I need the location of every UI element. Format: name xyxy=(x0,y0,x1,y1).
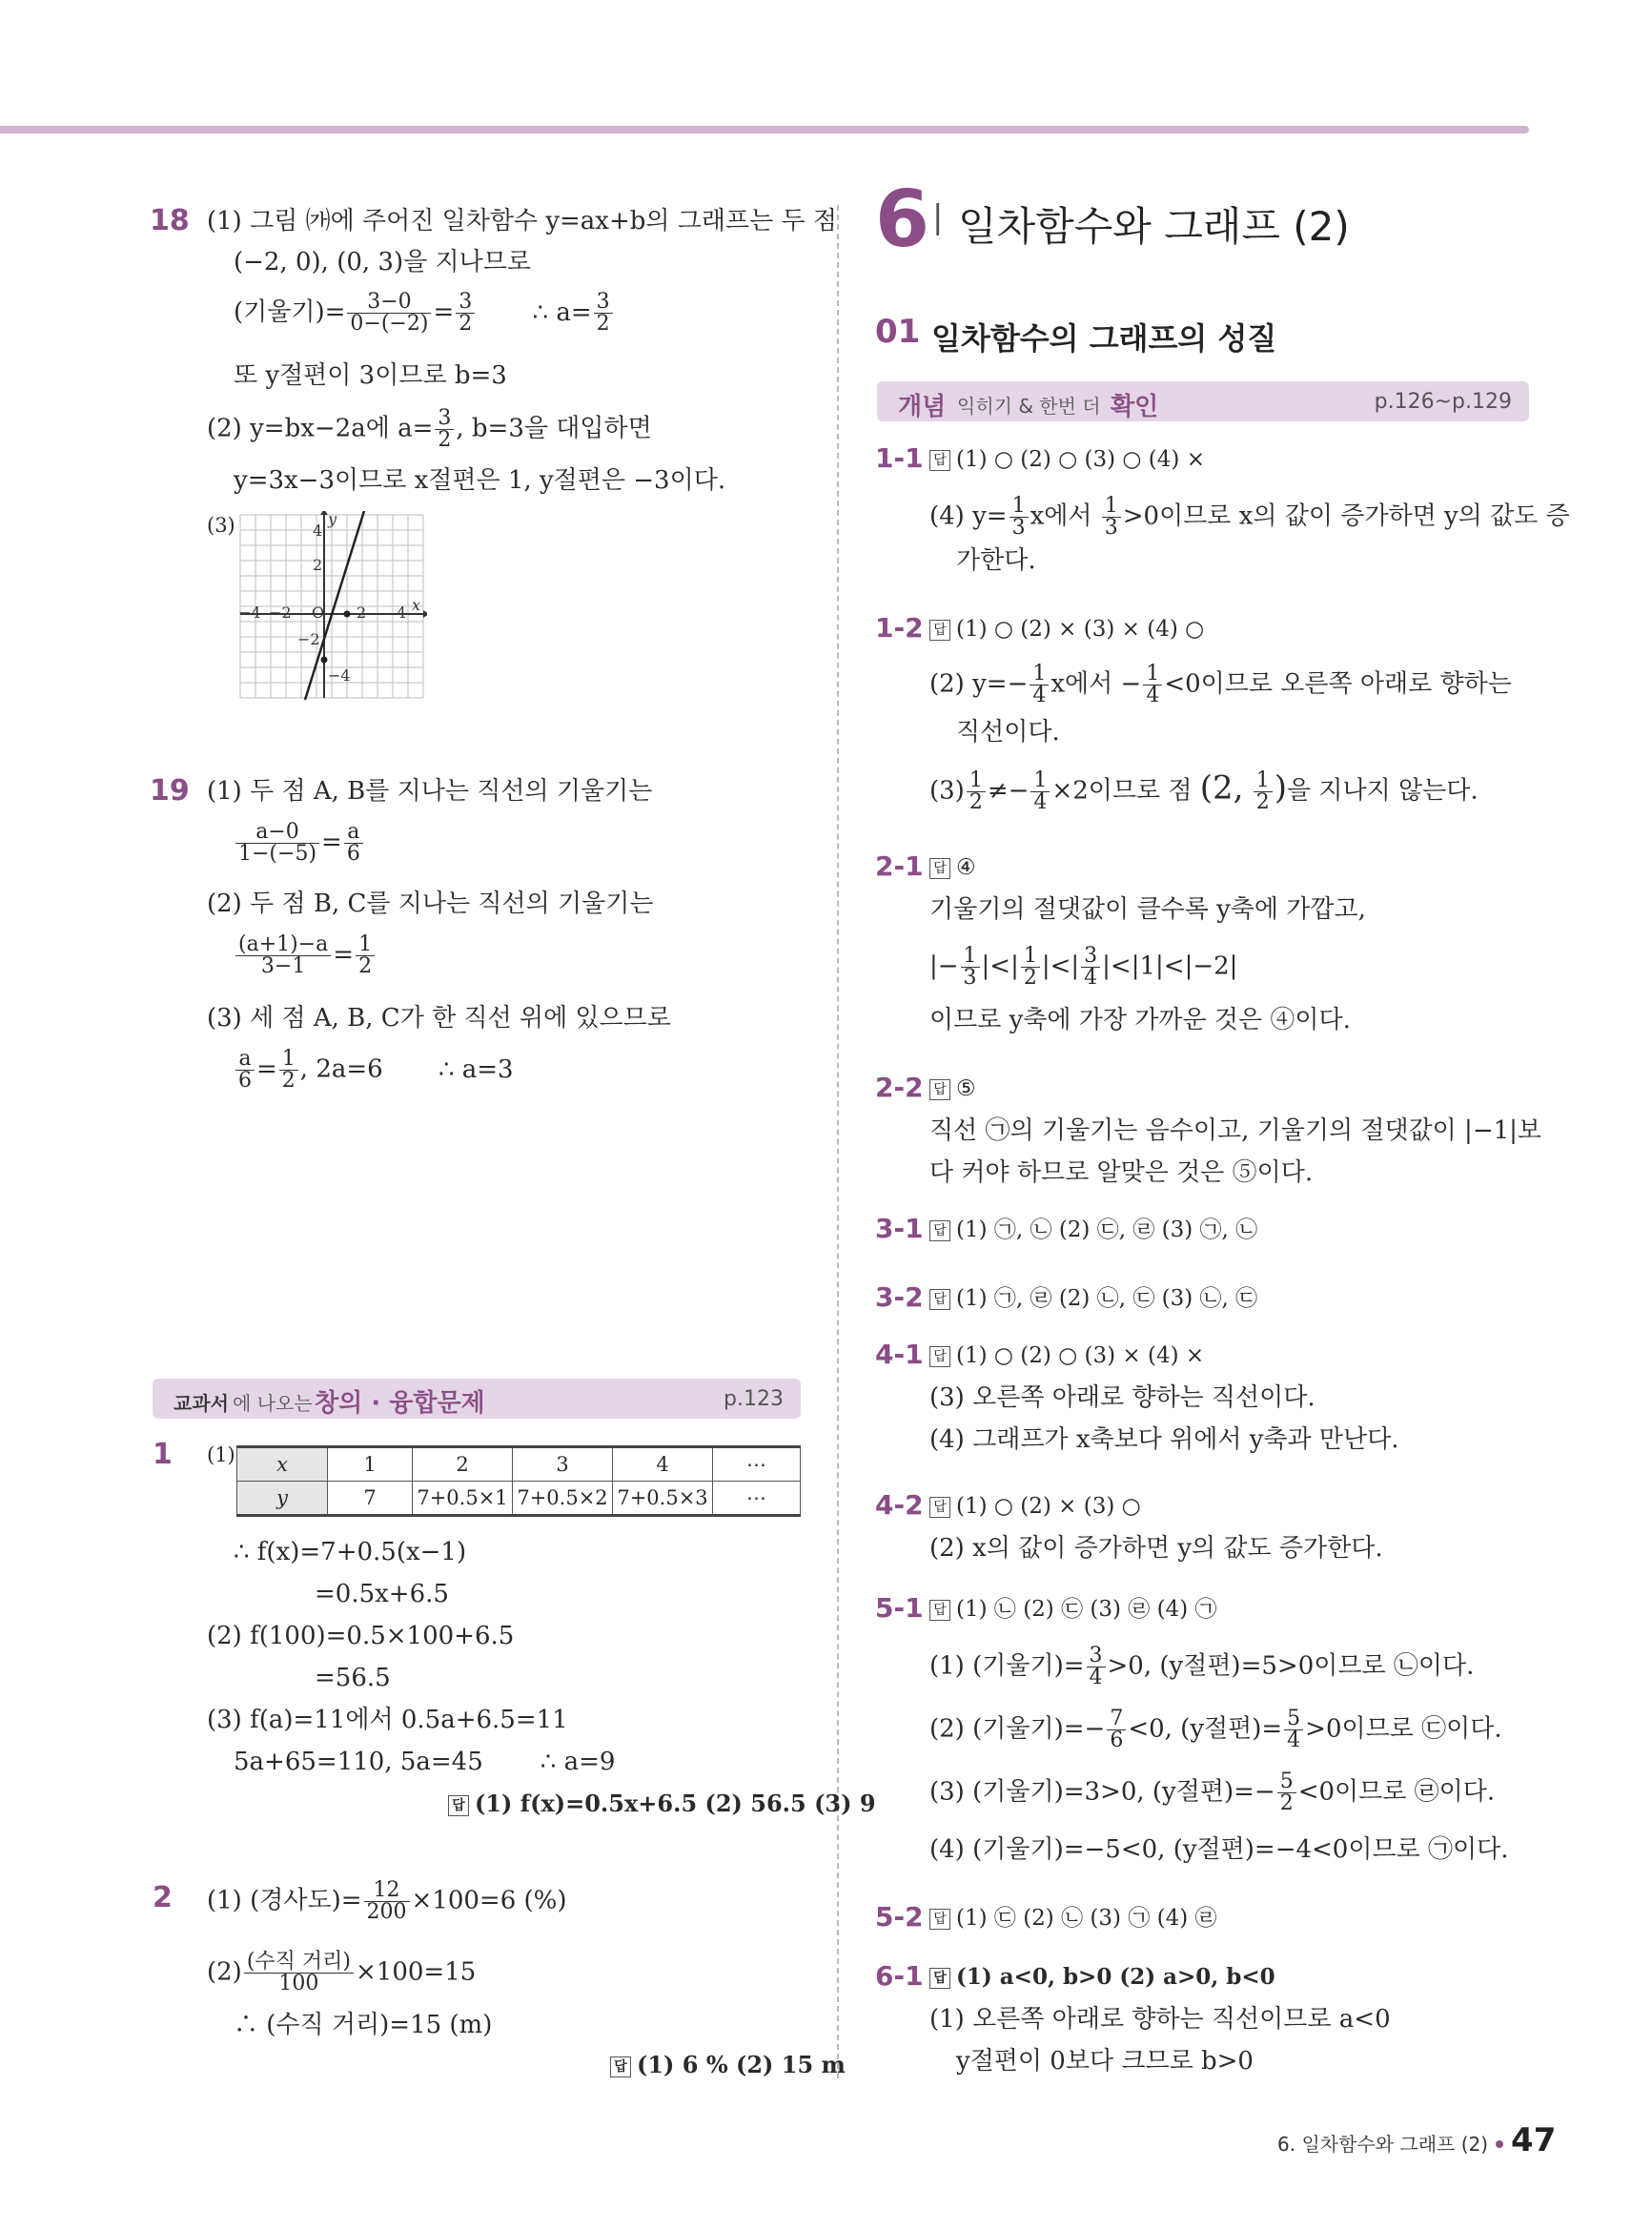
table-cell: 3 xyxy=(513,1447,613,1482)
fraction xyxy=(1081,946,1100,989)
answer-mark: 답 xyxy=(448,1795,469,1816)
chapter-number: 6 xyxy=(875,174,930,265)
text: <0, (y절편)= xyxy=(1128,1714,1283,1744)
fraction xyxy=(1107,1708,1126,1751)
table-cell: ⋯ xyxy=(713,1447,801,1482)
p2-line1 xyxy=(207,1880,567,1923)
numerator: a xyxy=(344,822,363,844)
p1-part1-label: (1) xyxy=(207,1443,235,1466)
q18-part3-label: (3) xyxy=(207,514,235,537)
p1-line1: ∴ f(x)=7+0.5(x−1) xyxy=(234,1538,467,1566)
denominator: 200 xyxy=(366,1900,407,1924)
numerator: 1 xyxy=(1010,496,1029,518)
numerator: 1 xyxy=(1143,664,1162,685)
table-cell: y xyxy=(237,1482,328,1516)
numerator: (수직 거리) xyxy=(244,1952,354,1974)
footer-text: 6. 일차함수와 그래프 (2) xyxy=(1277,2133,1489,2156)
item-explain: (4) (기울기)=−5<0, (y절편)=−4<0이므로 ㉠이다. xyxy=(929,1835,1509,1864)
p2-line2 xyxy=(207,1952,476,1995)
denominator: 6 xyxy=(1110,1729,1124,1752)
answer-mark: 답 xyxy=(929,1600,950,1621)
denominator: 4 xyxy=(1084,966,1098,990)
item-number: 4-2 xyxy=(875,1489,924,1521)
text: , b=3을 대입하면 xyxy=(456,414,652,443)
fraction xyxy=(235,822,319,865)
fraction xyxy=(967,770,986,813)
text: ≠− xyxy=(987,776,1030,806)
fraction xyxy=(244,1952,354,1995)
text: (4) y= xyxy=(929,501,1008,531)
denominator: 3 xyxy=(963,966,977,990)
text: <0이므로 오른쪽 아래로 향하는 xyxy=(1164,669,1512,699)
graph-label: x xyxy=(412,596,421,614)
banner-label: 교과서 xyxy=(173,1392,229,1415)
denominator: 2 xyxy=(1255,790,1270,814)
item-number: 5-2 xyxy=(875,1901,924,1933)
text: (2) (기울기)=− xyxy=(929,1714,1106,1744)
answer-text: (1) ○ (2) ○ (3) ○ (4) × xyxy=(956,447,1205,472)
fraction xyxy=(1143,664,1162,706)
text: (기울기)= xyxy=(234,297,346,327)
text: (3) (기울기)=3>0, (y절편)=− xyxy=(929,1777,1275,1807)
text: |<| xyxy=(1041,951,1080,981)
q19-line3: (3) 세 점 A, B, C가 한 직선 위에 있으므로 xyxy=(207,1004,671,1033)
denominator: 4 xyxy=(1032,684,1047,707)
item-answer xyxy=(929,1283,1257,1314)
fraction xyxy=(1030,770,1050,813)
numerator: a−0 xyxy=(235,822,319,844)
answer-mark: 답 xyxy=(929,620,950,641)
text: ×100=15 xyxy=(356,1957,477,1987)
answer-mark: 답 xyxy=(929,1289,950,1310)
item-explain: (2) x의 값이 증가하면 y의 값도 증가한다. xyxy=(929,1534,1383,1563)
q18-line4: 또 y절편이 3이므로 b=3 xyxy=(234,361,507,390)
q18-line1: (1) 그림 ㈎에 주어진 일차함수 y=ax+b의 그래프는 두 점 xyxy=(207,207,837,235)
q19-line1: (1) 두 점 A, B를 지나는 직선의 기울기는 xyxy=(207,777,653,806)
p1-table xyxy=(236,1445,801,1517)
fraction xyxy=(1277,1771,1296,1814)
item-number: 1-1 xyxy=(875,442,924,474)
table-cell: x xyxy=(237,1447,328,1482)
graph-label: 2 xyxy=(357,604,367,622)
text: >0이므로 ㉢이다. xyxy=(1305,1714,1502,1744)
text: , 2a=6 xyxy=(299,1054,383,1084)
answer-text: (1) f(x)=0.5x+6.5 (2) 56.5 (3) 9 xyxy=(475,1790,876,1817)
answer-mark: 답 xyxy=(929,1968,950,1989)
denominator: 2 xyxy=(459,312,473,336)
table-cell: 4 xyxy=(613,1447,713,1482)
table-row xyxy=(237,1447,801,1482)
fraction xyxy=(1021,946,1040,989)
answer-text: ④ xyxy=(956,855,976,880)
x-axis-arrow xyxy=(423,610,427,618)
fraction xyxy=(1030,664,1049,706)
item-explain: (3) 오른쪽 아래로 향하는 직선이다. xyxy=(929,1383,1315,1412)
banner-label: 에 나오는 xyxy=(233,1392,313,1415)
fraction xyxy=(356,934,375,977)
numerator: 12 xyxy=(364,1880,410,1902)
fraction xyxy=(1087,1646,1106,1688)
item-answer xyxy=(929,614,1204,644)
table-cell: 7+0.5×3 xyxy=(613,1482,713,1516)
answer-mark: 답 xyxy=(610,2056,631,2077)
denominator: 3−1 xyxy=(260,954,306,978)
banner-title: 창의 · 융합문제 xyxy=(315,1389,485,1418)
answer-mark: 답 xyxy=(929,1497,950,1518)
q19-frac3 xyxy=(234,1049,514,1092)
question-number: 2 xyxy=(153,1881,173,1914)
item-answer xyxy=(929,1594,1217,1625)
text: = xyxy=(321,828,342,857)
table-cell: 7 xyxy=(328,1482,413,1516)
numerator: 3 xyxy=(1081,946,1100,968)
p1-line3: (2) f(100)=0.5×100+6.5 xyxy=(207,1622,515,1650)
answer-mark: 답 xyxy=(929,1909,950,1930)
fraction xyxy=(456,292,475,335)
item-explain xyxy=(929,496,1570,539)
item-answer xyxy=(929,1903,1217,1933)
question-number: 19 xyxy=(150,774,190,808)
answer-text: (1) 6 % (2) 15 m xyxy=(637,2051,846,2078)
numerator: 1 xyxy=(961,946,980,968)
fraction xyxy=(1254,770,1273,813)
table-cell: ⋯ xyxy=(713,1482,801,1516)
item-answer xyxy=(929,1074,976,1104)
page-number: 47 xyxy=(1511,2121,1557,2159)
text: 5a+65=110, 5a=45 xyxy=(234,1748,483,1776)
text: (2, xyxy=(1199,768,1244,808)
text: <0이므로 ㉣이다. xyxy=(1297,1777,1496,1807)
numerator: 1 xyxy=(1254,770,1273,792)
item-number: 6-1 xyxy=(875,1960,924,1992)
denominator: 2 xyxy=(1023,966,1037,990)
denominator: 6 xyxy=(346,842,360,866)
item-explain xyxy=(929,1771,1495,1814)
fraction xyxy=(435,408,454,451)
fraction xyxy=(344,822,363,865)
q18-line6: y=3x−3이므로 x절편은 1, y절편은 −3이다. xyxy=(234,466,726,495)
text: |<| xyxy=(981,951,1019,981)
q19-frac1 xyxy=(234,822,365,865)
q18-slope-line xyxy=(234,292,615,335)
answer-text: (1) ㉡ (2) ㉢ (3) ㉣ (4) ㉠ xyxy=(956,1597,1217,1622)
q18-line2: (−2, 0), (0, 3)을 지나므로 xyxy=(234,248,531,276)
item-number: 2-1 xyxy=(875,850,924,882)
item-answer xyxy=(929,444,1205,475)
item-explain: y절편이 0보다 크므로 b>0 xyxy=(956,2047,1254,2076)
graph-label: y xyxy=(328,511,337,528)
graph-label: −4 xyxy=(328,666,351,685)
denominator: 6 xyxy=(238,1069,252,1093)
numerator: 5 xyxy=(1277,1771,1296,1793)
fraction xyxy=(235,934,331,977)
banner-label: 확인 xyxy=(1111,393,1159,421)
answer-mark: 답 xyxy=(929,1079,950,1100)
footer-dot xyxy=(1496,2140,1503,2148)
answer-text: (1) a<0, b>0 (2) a>0, b<0 xyxy=(956,1964,1275,1990)
answer-text: (1) ㉢ (2) ㉡ (3) ㉠ (4) ㉣ xyxy=(956,1906,1217,1931)
item-explain: 다 커야 하므로 알맞은 것은 ⑤이다. xyxy=(929,1158,1314,1187)
text: ) xyxy=(1274,768,1287,808)
item-explain xyxy=(929,946,1237,989)
text: 을 지나지 않는다. xyxy=(1287,776,1479,806)
header-rule xyxy=(0,126,1529,133)
numerator: 5 xyxy=(1284,1708,1303,1730)
numerator: 1 xyxy=(279,1049,298,1071)
text: = xyxy=(333,940,355,970)
denominator: 2 xyxy=(358,954,373,978)
chapter-separator: | xyxy=(932,198,944,236)
graph-label: −2 xyxy=(269,604,292,622)
item-explain: 직선 ㉠의 기울기는 음수이고, 기울기의 절댓값이 |−1|보 xyxy=(929,1116,1542,1145)
text: |− xyxy=(929,951,959,981)
denominator: 4 xyxy=(1033,790,1048,814)
p1-line4: =56.5 xyxy=(315,1664,391,1692)
item-answer xyxy=(929,1491,1141,1522)
text: = xyxy=(433,297,455,327)
answer-mark: 답 xyxy=(929,450,950,471)
p1-line2: =0.5x+6.5 xyxy=(315,1580,449,1608)
item-explain xyxy=(929,1646,1474,1688)
text: ∴ a=9 xyxy=(540,1748,616,1776)
y-axis-arrow xyxy=(320,511,328,515)
item-explain: 이므로 y축에 가장 가까운 것은 ④이다. xyxy=(929,1006,1351,1034)
section-title: 일차함수의 그래프의 성질 xyxy=(931,320,1277,357)
numerator: 1 xyxy=(967,770,986,792)
text: ∴ a=3 xyxy=(438,1054,514,1084)
item-explain xyxy=(929,664,1512,706)
q19-frac2 xyxy=(234,934,377,977)
item-number: 5-1 xyxy=(875,1592,924,1624)
answer-text: ⑤ xyxy=(956,1076,976,1101)
graph-label: −4 xyxy=(238,604,261,622)
answer-mark: 답 xyxy=(929,1220,950,1241)
answer-text: (1) ○ (2) × (3) ○ xyxy=(956,1494,1141,1519)
item-explain: 가한다. xyxy=(956,546,1036,575)
item-number: 2-2 xyxy=(875,1072,924,1103)
p1-line5: (3) f(a)=11에서 0.5a+6.5=11 xyxy=(207,1706,568,1734)
p2-answer xyxy=(610,2050,846,2080)
denominator: 3 xyxy=(1011,516,1026,540)
denominator: 2 xyxy=(438,428,452,452)
table-cell: 1 xyxy=(328,1447,413,1482)
q18-line5 xyxy=(207,408,652,451)
numerator: 3 xyxy=(594,292,613,314)
fraction xyxy=(235,1049,255,1092)
numerator: 7 xyxy=(1107,1708,1126,1730)
numerator: a xyxy=(235,1049,255,1071)
fraction xyxy=(1010,496,1029,539)
numerator: 3 xyxy=(435,408,454,430)
table-cell: 7+0.5×1 xyxy=(413,1482,513,1516)
banner-label: 개념 xyxy=(898,393,947,421)
item-answer xyxy=(929,1340,1204,1371)
fraction xyxy=(594,292,613,335)
numerator: 3−0 xyxy=(347,292,431,314)
table-cell: 7+0.5×2 xyxy=(513,1482,613,1516)
denominator: 2 xyxy=(969,790,983,814)
numerator: 1 xyxy=(356,934,375,956)
denominator: 4 xyxy=(1287,1729,1301,1752)
item-answer xyxy=(929,1962,1275,1993)
numerator: 3 xyxy=(456,292,475,314)
text: (3) xyxy=(929,776,965,806)
graph-point xyxy=(321,657,328,664)
fraction xyxy=(364,1880,410,1923)
answer-mark: 답 xyxy=(929,1346,950,1367)
page-footer xyxy=(1277,2121,1556,2159)
numerator: 1 xyxy=(1102,496,1121,518)
graph-label: O xyxy=(312,604,325,622)
graph-point xyxy=(344,611,351,618)
denominator: 2 xyxy=(1279,1791,1294,1815)
text: ×100=6 (%) xyxy=(411,1886,567,1915)
graph-label: 2 xyxy=(313,556,323,574)
numerator: 1 xyxy=(1021,946,1040,968)
answer-text: (1) ㉠, ㉡ (2) ㉢, ㉣ (3) ㉠, ㉡ xyxy=(956,1217,1258,1242)
numerator: 3 xyxy=(1087,1646,1106,1667)
question-number: 1 xyxy=(153,1438,173,1471)
text: ×2이므로 점 xyxy=(1051,776,1193,806)
item-answer xyxy=(929,852,976,883)
concept-banner xyxy=(877,381,1529,421)
numerator: 1 xyxy=(1030,664,1049,685)
item-explain: 직선이다. xyxy=(956,718,1060,747)
answer-text: (1) ○ (2) ○ (3) × (4) × xyxy=(956,1343,1205,1368)
fraction xyxy=(1284,1708,1303,1751)
denominator: 0−(−2) xyxy=(350,312,429,336)
denominator: 4 xyxy=(1089,1666,1103,1689)
denominator: 2 xyxy=(281,1069,296,1093)
item-explain: 기울기의 절댓값이 클수록 y축에 가깝고, xyxy=(929,895,1366,924)
text: >0, (y절편)=5>0이므로 ㉡이다. xyxy=(1107,1651,1475,1681)
item-answer xyxy=(929,1215,1257,1245)
answer-mark: 답 xyxy=(929,858,950,879)
p1-line6 xyxy=(234,1747,615,1777)
page-reference: p.126~p.129 xyxy=(1374,390,1512,414)
chapter-title: 일차함수와 그래프 (2) xyxy=(958,203,1350,250)
fraction xyxy=(1102,496,1121,539)
section-number: 01 xyxy=(875,313,921,351)
banner-label: 익히기 & 한번 더 xyxy=(957,395,1101,418)
item-number: 3-2 xyxy=(875,1281,924,1313)
text: ∴ a= xyxy=(532,297,592,327)
item-number: 3-1 xyxy=(875,1213,924,1244)
answer-text: (1) ㉠, ㉣ (2) ㉡, ㉢ (3) ㉡, ㉢ xyxy=(956,1286,1258,1311)
item-explain xyxy=(929,770,1479,813)
item-number: 4-1 xyxy=(875,1339,924,1370)
denominator: 4 xyxy=(1146,684,1160,707)
denominator: 1−(−5) xyxy=(238,842,317,866)
text: |<|1|<|−2| xyxy=(1102,951,1238,981)
table-row xyxy=(237,1482,801,1516)
text: (2) y=− xyxy=(929,669,1029,699)
text: >0이므로 x의 값이 증가하면 y의 값도 증 xyxy=(1122,501,1570,531)
table-cell: 2 xyxy=(413,1447,513,1482)
item-explain: (1) 오른쪽 아래로 향하는 직선이므로 a<0 xyxy=(929,2005,1391,2034)
text: x에서 xyxy=(1030,501,1092,531)
item-explain: (4) 그래프가 x축보다 위에서 y축과 만난다. xyxy=(929,1425,1399,1454)
answer-text: (1) ○ (2) × (3) × (4) ○ xyxy=(956,617,1205,642)
text: (1) (경사도)= xyxy=(207,1886,362,1915)
text: (2) y=bx−2a에 a= xyxy=(207,414,434,443)
graph-label: 4 xyxy=(313,522,323,540)
p2-line3: ∴ (수직 거리)=15 (m) xyxy=(234,2011,493,2039)
denominator: 3 xyxy=(1104,516,1118,540)
question-number: 18 xyxy=(150,204,190,237)
denominator: 100 xyxy=(278,1972,319,1995)
page-reference: p.123 xyxy=(724,1387,784,1411)
p1-answer xyxy=(448,1789,876,1819)
creative-problems-banner xyxy=(153,1379,801,1419)
text: x에서 − xyxy=(1050,669,1142,699)
item-number: 1-2 xyxy=(875,612,924,644)
fraction xyxy=(347,292,431,335)
numerator: 1 xyxy=(1030,770,1050,792)
numerator: (a+1)−a xyxy=(235,934,331,956)
q19-line2: (2) 두 점 B, C를 지나는 직선의 기울기는 xyxy=(207,890,654,918)
text: (1) (기울기)= xyxy=(929,1651,1085,1681)
q18-graph xyxy=(236,511,427,702)
text: (2) xyxy=(207,1957,242,1987)
graph-label: −2 xyxy=(297,630,320,648)
text: = xyxy=(256,1054,277,1084)
graph-label: 4 xyxy=(397,604,407,622)
fraction xyxy=(279,1049,298,1092)
fraction xyxy=(961,946,980,989)
item-explain xyxy=(929,1708,1502,1751)
denominator: 2 xyxy=(596,312,610,336)
